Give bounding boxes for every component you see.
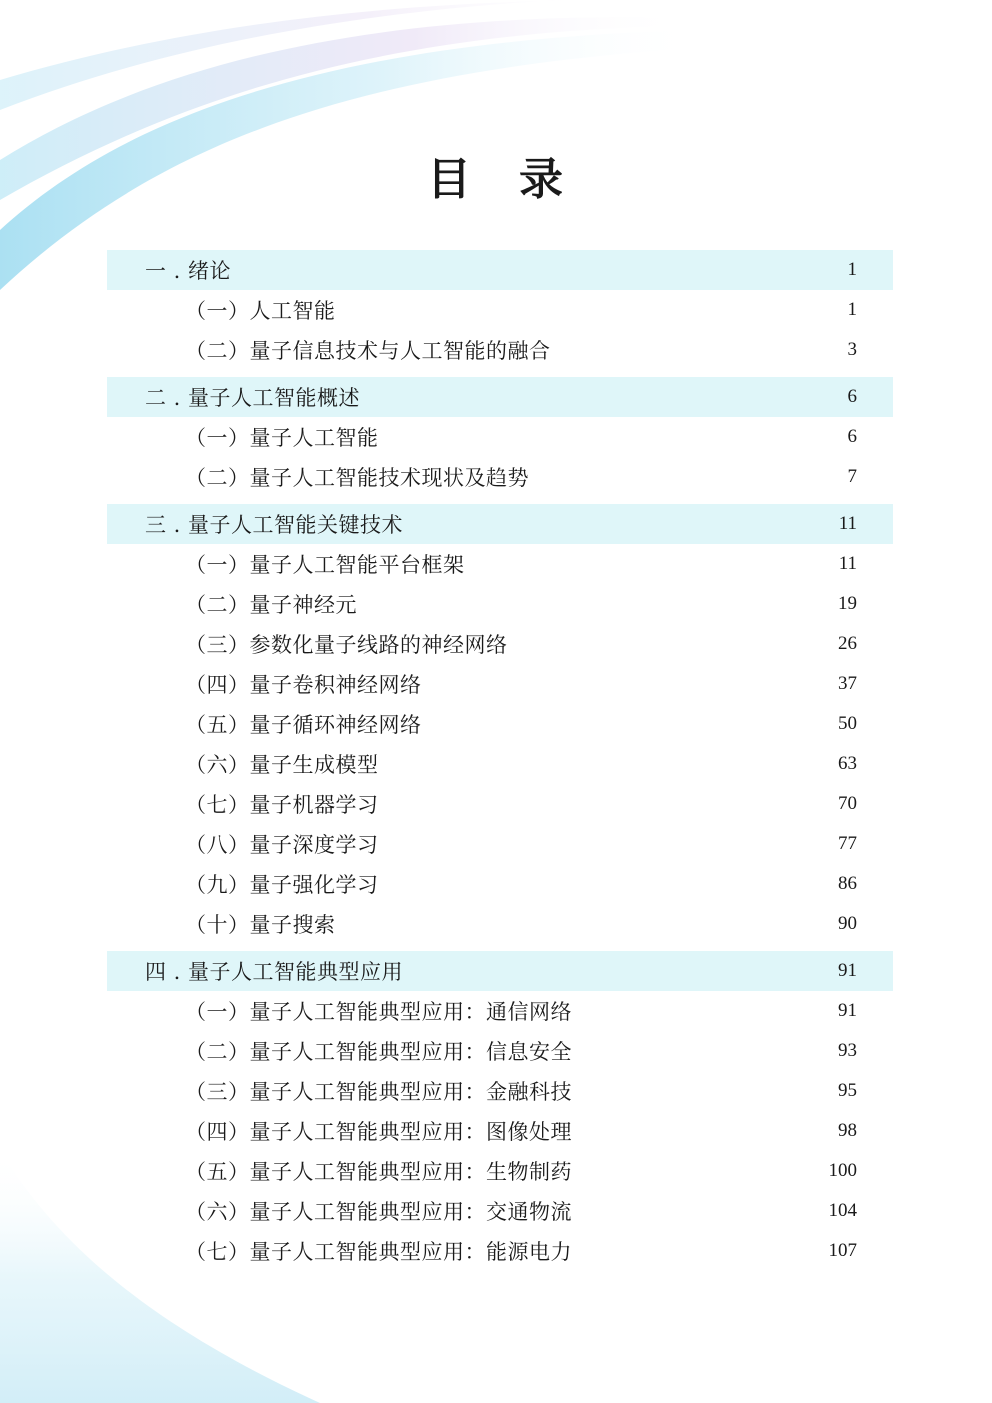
entry-page-number: 19 [838,593,857,614]
entry-page-number: 100 [828,1160,857,1181]
entry-title: （一）量子人工智能 [185,426,379,450]
toc-section-heading[interactable] [107,377,893,417]
entry-title: （十）量子搜索 [185,913,336,937]
entry-title: （八）量子深度学习 [185,833,379,857]
toc-section [107,504,893,944]
entry-page-number: 104 [828,1200,857,1221]
entry-page-number: 11 [838,553,857,574]
section-page-number: 6 [847,386,857,407]
toc-entry[interactable] [107,991,893,1031]
entry-title: （二）量子人工智能技术现状及趋势 [185,466,529,490]
entry-page-number: 86 [838,873,857,894]
table-of-contents [107,250,893,1278]
entry-page-number: 95 [838,1080,857,1101]
entry-page-number: 3 [847,339,857,360]
entry-title: （七）量子机器学习 [185,793,379,817]
toc-section-heading[interactable] [107,250,893,290]
entry-title: （七）量子人工智能典型应用：能源电力 [185,1240,572,1264]
entry-page-number: 6 [847,426,857,447]
toc-entry[interactable] [107,457,893,497]
entry-title: （二）量子信息技术与人工智能的融合 [185,339,551,363]
entry-title: （五）量子循环神经网络 [185,713,422,737]
section-page-number: 11 [838,513,857,534]
entry-title: （六）量子生成模型 [185,753,379,777]
entry-page-number: 91 [838,1000,857,1021]
entry-page-number: 63 [838,753,857,774]
entry-page-number: 93 [838,1040,857,1061]
toc-entry[interactable] [107,704,893,744]
toc-entry[interactable] [107,417,893,457]
entry-title: （三）参数化量子线路的神经网络 [185,633,508,657]
section-title: 二 . 量子人工智能概述 [145,386,361,410]
section-page-number: 1 [847,259,857,280]
entry-title: （三）量子人工智能典型应用：金融科技 [185,1080,572,1104]
entry-page-number: 50 [838,713,857,734]
entry-title: （五）量子人工智能典型应用：生物制药 [185,1160,572,1184]
entry-title: （四）量子卷积神经网络 [185,673,422,697]
entry-page-number: 90 [838,913,857,934]
section-page-number: 91 [838,960,857,981]
toc-entry[interactable] [107,584,893,624]
entry-title: （六）量子人工智能典型应用：交通物流 [185,1200,572,1224]
entry-page-number: 37 [838,673,857,694]
entry-page-number: 77 [838,833,857,854]
entry-title: （一）量子人工智能典型应用：通信网络 [185,1000,572,1024]
toc-entry[interactable] [107,744,893,784]
toc-entry[interactable] [107,824,893,864]
entry-title: （一）量子人工智能平台框架 [185,553,465,577]
entry-page-number: 70 [838,793,857,814]
entry-page-number: 98 [838,1120,857,1141]
entry-title: （一）人工智能 [185,299,336,323]
toc-entry[interactable] [107,330,893,370]
toc-entry[interactable] [107,1191,893,1231]
toc-entry[interactable] [107,1151,893,1191]
page-title: 目 录 [427,154,565,205]
entry-page-number: 7 [847,466,857,487]
section-title: 四 . 量子人工智能典型应用 [145,960,404,984]
entry-title: （九）量子强化学习 [185,873,379,897]
toc-entry[interactable] [107,904,893,944]
entry-title: （二）量子人工智能典型应用：信息安全 [185,1040,572,1064]
toc-entry[interactable] [107,1111,893,1151]
toc-section [107,377,893,497]
toc-entry[interactable] [107,544,893,584]
toc-section-heading[interactable] [107,504,893,544]
toc-section [107,250,893,370]
entry-title: （二）量子神经元 [185,593,357,617]
toc-entry[interactable] [107,664,893,704]
toc-entry[interactable] [107,1031,893,1071]
entry-page-number: 1 [847,299,857,320]
section-title: 一 . 绪论 [145,259,232,283]
section-title: 三 . 量子人工智能关键技术 [145,513,404,537]
toc-section [107,951,893,1271]
toc-entry[interactable] [107,624,893,664]
entry-page-number: 107 [828,1240,857,1261]
toc-entry[interactable] [107,784,893,824]
toc-entry[interactable] [107,290,893,330]
toc-entry[interactable] [107,1071,893,1111]
toc-section-heading[interactable] [107,951,893,991]
toc-entry[interactable] [107,864,893,904]
entry-page-number: 26 [838,633,857,654]
entry-title: （四）量子人工智能典型应用：图像处理 [185,1120,572,1144]
toc-entry[interactable] [107,1231,893,1271]
